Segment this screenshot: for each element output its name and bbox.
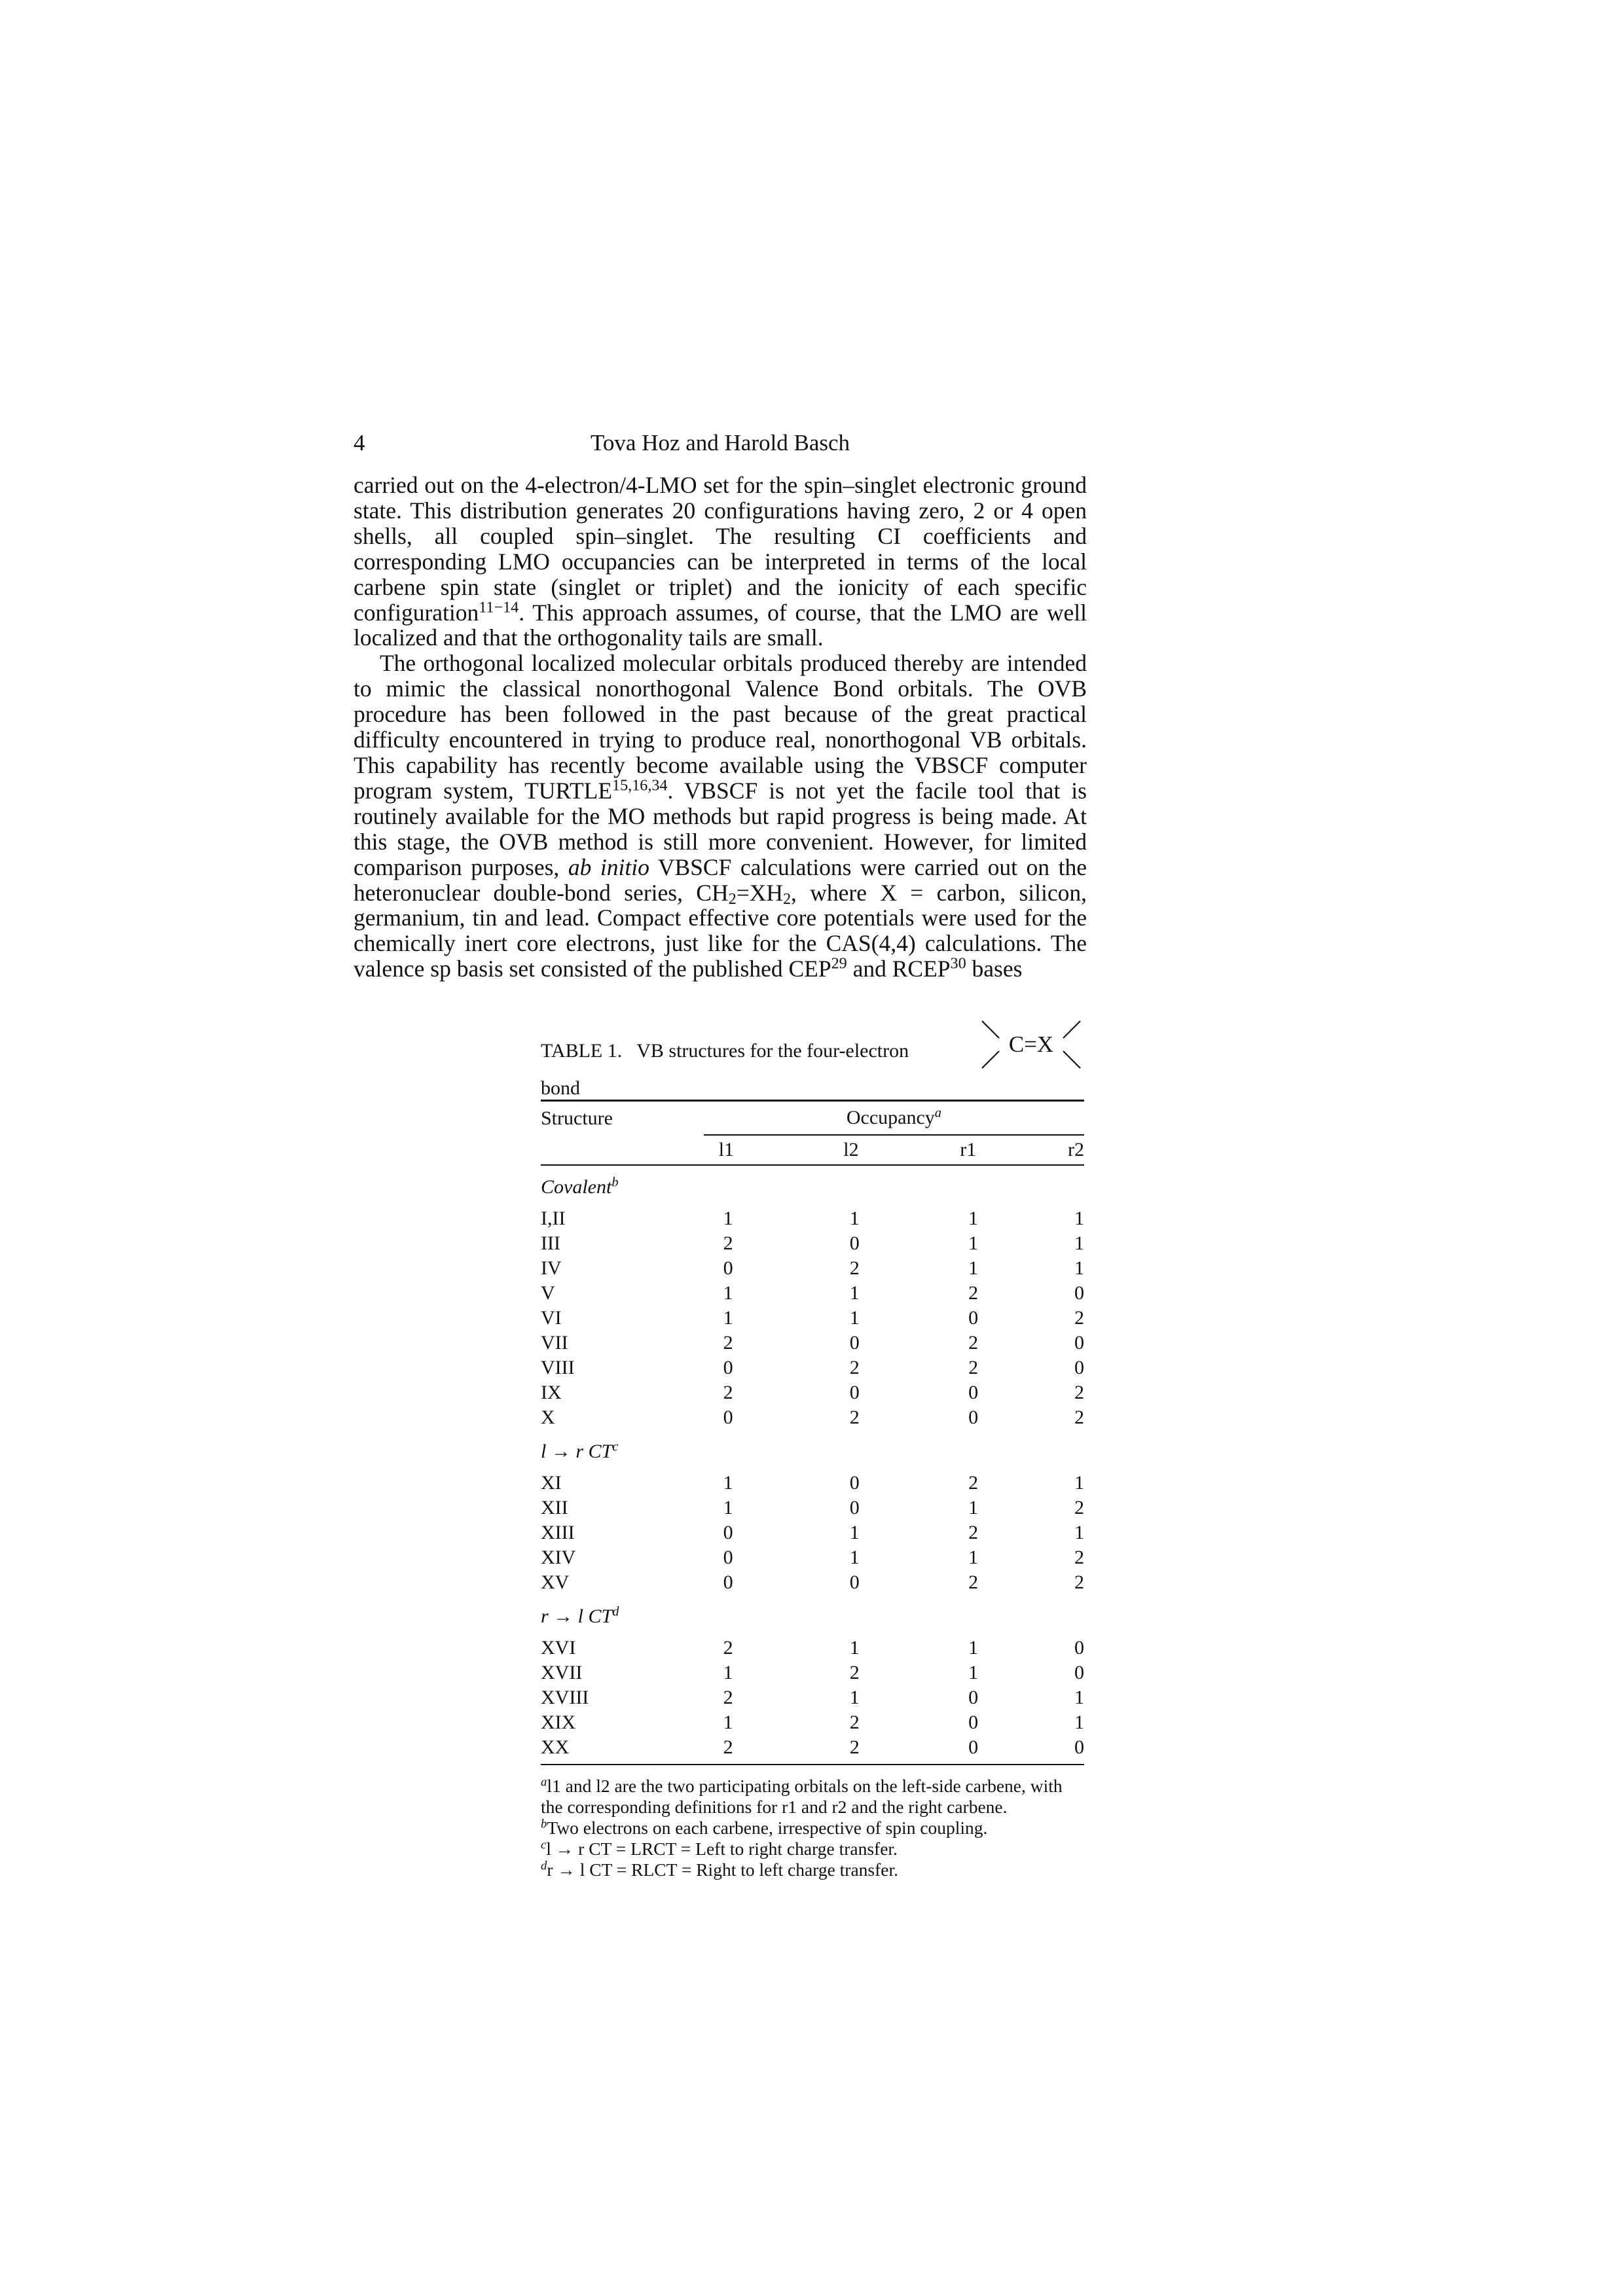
caption-tail: bond <box>541 1077 580 1099</box>
structure-name: XI <box>541 1472 562 1494</box>
group-mark: b <box>611 1175 619 1190</box>
occupancy-value: 0 <box>849 1571 860 1593</box>
occupancy-value: 1 <box>968 1497 979 1518</box>
structure-name: XII <box>541 1497 568 1518</box>
structure-name: XVII <box>541 1662 583 1683</box>
running-title: Tova Hoz and Harold Basch <box>590 430 850 456</box>
page-header <box>354 427 1087 459</box>
occupancy-value: 0 <box>849 1232 860 1254</box>
vb-structure-table <box>541 1102 1084 1164</box>
occupancy-header-label: Occupancy <box>846 1107 935 1128</box>
occupancy-value: 0 <box>849 1472 860 1494</box>
occupancy-value: 1 <box>968 1637 979 1659</box>
footnote-mark: c <box>541 1838 547 1852</box>
occupancy-value: 1 <box>723 1497 733 1518</box>
structure-name: V <box>541 1282 555 1304</box>
group-heading-row <box>541 1166 1084 1206</box>
structure-name: XIII <box>541 1522 575 1543</box>
occupancy-value: 2 <box>968 1522 979 1543</box>
paragraph-1: carried out on the 4-electron/4-LMO set for the spin–singlet electronic ground state. This distribution generates 20 configurations having zero, 2 or 4 open shells, all coupled spin–singlet. The resulting CI coefficients and corresponding LMO occupancies can be interpreted in terms of the local carbene spin state (singlet or triplet) and the ionicity of each specific configuration$^{11-14}$. This approach assumes, of course, that the LMO are well localized and that the orthogonality tails are small. <box>354 472 1087 651</box>
occupancy-value: 1 <box>1074 1712 1084 1733</box>
occupancy-value: 1 <box>1074 1257 1084 1279</box>
table-row <box>541 1206 1084 1231</box>
occupancy-value: 2 <box>723 1637 733 1659</box>
paragraph-2: The orthogonal localized molecular orbitals produced thereby are intended to mimic the classical nonorthogonal Valence Bond orbitals. The OVB procedure has been followed in the past because of the great practical difficulty encountered in trying to produce real, nonorthogonal VB orbitals. This capability has recently become available using the VBSCF computer program system, TURTLE$^{15,16,34}$. VBSCF is not yet the facile tool that is routinely available for the MO methods but rapid progress is being made. At this stage, the OVB method is still more convenient. However, for limited comparison purposes, ab initio VBSCF calculations were carried out on the heteronuclear double-bond series, $CH_2=XH_2$, where X = carbon, silicon, germanium, tin and lead. Compact effective core potentials were used for the chemically inert core electrons, just like for the CAS(4,4) calculations. The valence sp basis set consisted of the published CEP$^{29}$ and RCEP$^{30}$ bases <box>354 650 1087 982</box>
table-row <box>541 1636 1084 1660</box>
table-row <box>541 1735 1084 1760</box>
structure-name: XVI <box>541 1637 576 1659</box>
occupancy-value: 0 <box>723 1357 733 1378</box>
occupancy-value: 1 <box>723 1472 733 1494</box>
footnote-mark: a <box>541 1775 547 1789</box>
footnote <box>541 1859 1084 1880</box>
structure-name: XVIII <box>541 1687 589 1708</box>
occupancy-value: 0 <box>1074 1736 1084 1758</box>
table-row <box>541 1471 1084 1496</box>
table-row <box>541 1256 1084 1281</box>
occupancy-value: 2 <box>723 1736 733 1758</box>
footnote-text: l1 and l2 are the two participating orbitals on the left-side carbene, with the corresponding definitions for r1 and r2 and the right carbene. <box>541 1776 1063 1817</box>
occupancy-value: 1 <box>1074 1687 1084 1708</box>
caption-text: VB structures for the four-electron <box>636 1040 909 1062</box>
occupancy-value: 1 <box>968 1232 979 1254</box>
occupancy-value: 1 <box>849 1687 860 1708</box>
group-heading-row <box>541 1595 1084 1636</box>
group-mark: c <box>612 1439 619 1454</box>
table-row <box>541 1306 1084 1331</box>
table-row <box>541 1570 1084 1595</box>
occupancy-value: 2 <box>968 1571 979 1593</box>
occupancy-value: 0 <box>968 1407 979 1428</box>
body-text <box>354 473 1087 982</box>
structure-name: III <box>541 1232 560 1254</box>
occupancy-value: 1 <box>723 1307 733 1329</box>
occupancy-value: 1 <box>1074 1232 1084 1254</box>
subcol-header: l1 <box>718 1139 735 1160</box>
table-bottom-rule <box>541 1764 1084 1765</box>
table-caption <box>541 1001 1084 1100</box>
occupancy-value: 1 <box>968 1547 979 1568</box>
occupancy-header <box>704 1102 1084 1135</box>
occupancy-value: 1 <box>849 1208 860 1229</box>
table-row <box>541 1545 1084 1570</box>
occupancy-value: 2 <box>849 1712 860 1733</box>
occupancy-value: 1 <box>723 1712 733 1733</box>
occupancy-value: 0 <box>1074 1662 1084 1683</box>
caption-label: TABLE 1. <box>541 1040 623 1062</box>
occupancy-value: 2 <box>849 1357 860 1378</box>
structure-name: VII <box>541 1332 568 1354</box>
occupancy-value: 0 <box>968 1712 979 1733</box>
occupancy-value: 2 <box>968 1357 979 1378</box>
structure-name: I,II <box>541 1208 566 1229</box>
table-row <box>541 1380 1084 1405</box>
occupancy-value: 1 <box>723 1282 733 1304</box>
occupancy-value: 0 <box>968 1687 979 1708</box>
occupancy-value: 0 <box>968 1307 979 1329</box>
group-label: l → r CT <box>541 1441 613 1462</box>
occupancy-value: 1 <box>1074 1472 1084 1494</box>
occupancy-value: 2 <box>723 1232 733 1254</box>
group-heading <box>541 1166 1084 1206</box>
occupancy-header-mark: a <box>934 1105 941 1121</box>
table-1 <box>541 1001 1084 1880</box>
occupancy-value: 1 <box>968 1257 979 1279</box>
table-row <box>541 1660 1084 1685</box>
occupancy-value: 1 <box>1074 1522 1084 1543</box>
table-row <box>541 1355 1084 1380</box>
table-row <box>541 1496 1084 1520</box>
group-label: Covalent <box>541 1176 612 1198</box>
table-header-row <box>541 1102 1084 1135</box>
footnote <box>541 1776 1084 1818</box>
structure-name: VIII <box>541 1357 575 1378</box>
occupancy-value: 2 <box>968 1282 979 1304</box>
table-row <box>541 1331 1084 1355</box>
occupancy-value: 0 <box>723 1522 733 1543</box>
occupancy-value: 2 <box>723 1382 733 1403</box>
subcol-header: r1 <box>960 1139 977 1160</box>
structure-name: IX <box>541 1382 562 1403</box>
occupancy-value: 2 <box>723 1687 733 1708</box>
occupancy-value: 2 <box>1074 1382 1084 1403</box>
occupancy-value: 1 <box>849 1547 860 1568</box>
structure-name: IV <box>541 1257 562 1279</box>
subcol-header: l2 <box>843 1139 859 1160</box>
table-row <box>541 1710 1084 1735</box>
occupancy-value: 2 <box>723 1332 733 1354</box>
group-label: r → l CT <box>541 1605 613 1627</box>
table-row <box>541 1281 1084 1306</box>
table-row <box>541 1231 1084 1256</box>
occupancy-value: 2 <box>849 1257 860 1279</box>
footnote <box>541 1818 1084 1839</box>
occupancy-value: 0 <box>723 1257 733 1279</box>
occupancy-value: 2 <box>1074 1307 1084 1329</box>
structure-header: Structure <box>541 1107 613 1129</box>
group-mark: d <box>612 1604 619 1619</box>
occupancy-value: 1 <box>968 1662 979 1683</box>
footnote-text: Two electrons on each carbene, irrespective of spin coupling. <box>547 1818 988 1838</box>
occupancy-value: 0 <box>723 1547 733 1568</box>
group-heading <box>541 1595 1084 1636</box>
footnote-text: l → r CT = LRCT = Left to right charge transfer. <box>546 1839 898 1859</box>
page-number: 4 <box>354 430 365 456</box>
occupancy-value: 0 <box>849 1382 860 1403</box>
table-row <box>541 1685 1084 1710</box>
structure-name: XV <box>541 1571 570 1593</box>
structure-name: X <box>541 1407 555 1428</box>
occupancy-value: 0 <box>849 1497 860 1518</box>
table-subheader-row <box>541 1135 1084 1164</box>
table-row <box>541 1405 1084 1430</box>
occupancy-value: 2 <box>849 1407 860 1428</box>
occupancy-value: 2 <box>849 1662 860 1683</box>
occupancy-value: 1 <box>723 1208 733 1229</box>
occupancy-value: 2 <box>968 1472 979 1494</box>
occupancy-value: 0 <box>1074 1332 1084 1354</box>
occupancy-value: 1 <box>968 1208 979 1229</box>
occupancy-value: 0 <box>1074 1282 1084 1304</box>
occupancy-value: 1 <box>849 1522 860 1543</box>
footnote-mark: d <box>541 1859 547 1873</box>
occupancy-value: 0 <box>1074 1357 1084 1378</box>
footnote-mark: b <box>541 1817 547 1831</box>
occupancy-value: 2 <box>1074 1571 1084 1593</box>
footnote-text: r → l CT = RLCT = Right to left charge transfer. <box>547 1859 898 1880</box>
occupancy-value: 1 <box>849 1637 860 1659</box>
occupancy-value: 2 <box>968 1332 979 1354</box>
occupancy-value: 0 <box>1074 1637 1084 1659</box>
vb-structure-table-body <box>541 1166 1084 1760</box>
double-bond-diagram <box>978 1014 1084 1075</box>
table-row <box>541 1520 1084 1545</box>
occupancy-value: 2 <box>849 1736 860 1758</box>
structure-name: XX <box>541 1736 570 1758</box>
occupancy-value: 2 <box>1074 1547 1084 1568</box>
occupancy-value: 2 <box>1074 1497 1084 1518</box>
structure-name: XIV <box>541 1547 576 1568</box>
occupancy-value: 0 <box>968 1736 979 1758</box>
subcol-header: r2 <box>1068 1139 1084 1160</box>
diagram-label: C=X <box>1008 1031 1054 1057</box>
occupancy-value: 2 <box>1074 1407 1084 1428</box>
group-heading <box>541 1430 1084 1471</box>
occupancy-value: 1 <box>1074 1208 1084 1229</box>
occupancy-value: 0 <box>723 1571 733 1593</box>
occupancy-value: 0 <box>723 1407 733 1428</box>
occupancy-value: 0 <box>968 1382 979 1403</box>
occupancy-value: 0 <box>849 1332 860 1354</box>
footnote <box>541 1839 1084 1859</box>
structure-name: VI <box>541 1307 562 1329</box>
structure-name: XIX <box>541 1712 576 1733</box>
occupancy-value: 1 <box>723 1662 733 1683</box>
table-footnotes <box>541 1776 1084 1880</box>
group-heading-row <box>541 1430 1084 1471</box>
occupancy-value: 1 <box>849 1282 860 1304</box>
occupancy-value: 1 <box>849 1307 860 1329</box>
